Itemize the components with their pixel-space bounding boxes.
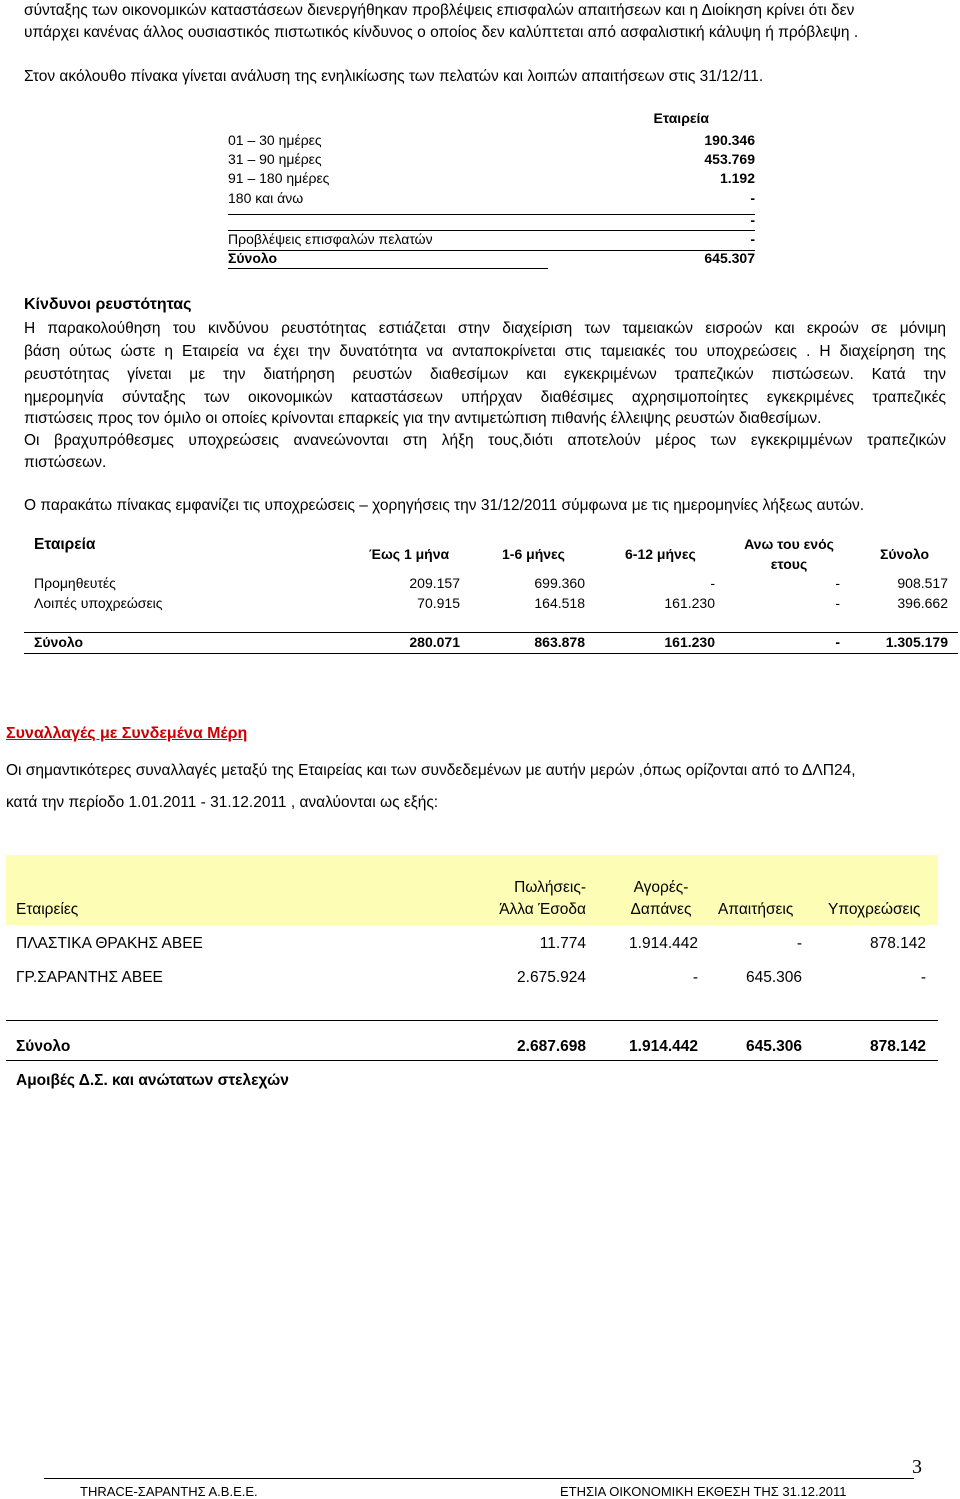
intro-line-1: σύνταξης των οικονομικών καταστάσεων διενεργήθηκαν προβλέψεις επισφαλών απαιτήσεων και η Διοίκηση κρίνει ότι δεν <box>24 2 855 19</box>
col-header: Αγορές- <box>633 879 689 896</box>
related-para-line-1: Οι σημαντικότερες συναλλαγές μεταξύ της Εταιρείας και των συνδεδεμένων με αυτήν μερών ,όπως ορίζονται από το ΔΛΠ24, <box>6 762 856 779</box>
table-row: - <box>750 212 755 228</box>
col-header: 6-12 μήνες <box>625 546 696 562</box>
aging-total-row: Σύνολο 645.307 <box>228 250 755 266</box>
col-header: Απαιτήσεις <box>718 901 794 918</box>
col-header: Σύνολο <box>880 546 930 562</box>
related-parties-table: Εταιρείες Πωλήσεις- Άλλα Έσοδα Αγορές- Δαπάνες Απαιτήσεις Υποχρεώσεις ΠΛΑΣΤΙΚΑ ΘΡΑΚΗΣ ΑΒΕΕ 11.774 1.914.442 - 878.142 ΓΡ.ΣΑΡΑΝΤΗΣ ΑΒΕΕ 2.675.924 - 645.306 - Σύνολο 2.687.698 1.914.442 645.306 878.142 Αμοιβές Δ.Σ. και ανώτατων στελεχών <box>6 855 938 1095</box>
col-header: Πωλήσεις- <box>514 879 586 896</box>
table-row: 91 – 180 ημέρες 1.192 <box>228 170 755 186</box>
footer-right: ΕΤΗΣΙΑ ΟΙΚΟΝΟΜΙΚΗ ΕΚΘΕΣΗ ΤΗΣ 31.12.2011 <box>560 1484 847 1499</box>
related-heading: Συναλλαγές με Συνδεμένα Μέρη <box>6 725 248 742</box>
intro-line-3: Στον ακόλουθο πίνακα γίνεται ανάλυση της ενηλικίωσης των πελατών και λοιπών απαιτήσεων στις 31/12/11. <box>24 68 764 85</box>
table-row: 01 – 30 ημέρες 190.346 <box>228 132 755 148</box>
intro-line-2: υπάρχει κανένας άλλος ουσιαστικός πιστωτικός κίνδυνος ο οποίος δεν καλύπτεται από ασφαλιστική κάλυψη ή πρόβλεψη . <box>24 24 859 41</box>
liquidity-para-line-6: Οι βραχυπρόθεσμες υποχρεώσεις ανανεώνονται στη λήξη τους,διότι αποτελούν μέρος των εγκεκριμμένων τραπεζικών <box>24 432 946 449</box>
table-header-band <box>6 855 938 925</box>
liquidity-para-line-4: ημερομηνία σύνταξης των οικονομικών καταστάσεων υπήρχαν διαθέσιμες αχρησιμοποίητες εγκεκριμένες τραπεζικές <box>24 389 946 406</box>
col-header: Έως 1 μήνα <box>369 546 450 562</box>
table-row: 180 και άνω - <box>228 190 755 206</box>
col-header: 1-6 μήνες <box>502 546 565 562</box>
related-para-line-2: κατά την περίοδο 1.01.2011 - 31.12.2011 , αναλύονται ως εξής: <box>6 794 439 811</box>
remuneration-heading: Αμοιβές Δ.Σ. και ανώτατων στελεχών <box>16 1072 289 1089</box>
page-number: 3 <box>912 1456 922 1478</box>
liquidity-para-line-5: πιστώσεις προς τον όμιλο οι οποίες κρίνονται επαρκείς για την αντιμετώπιση πιθανής έλλειψης ρευστών διαθεσίμων. <box>24 410 822 427</box>
col-header: Ανω του ενός <box>744 536 834 552</box>
liquidity-para-line-1: Η παρακολούθηση του κινδύνου ρευστότητας εστιάζεται στην διαχείριση των ταμειακών εισροών και εκροών σε μόνιμη <box>24 320 946 337</box>
liquidity-para-line-7: πιστώσεων. <box>24 454 107 471</box>
divider <box>24 632 958 633</box>
divider <box>24 653 958 654</box>
col-header: ετους <box>770 556 808 572</box>
divider <box>6 1060 938 1061</box>
footer-rule <box>44 1478 914 1479</box>
footer-left: THRACE-ΣΑΡΑΝΤΗΣ Α.Β.Ε.Ε. <box>80 1484 258 1499</box>
divider <box>228 268 548 269</box>
aging-header: Εταιρεία <box>653 110 709 126</box>
col-header: Εταιρείες <box>16 901 79 918</box>
maturity-table-title: Εταιρεία <box>34 536 96 553</box>
table-row: 31 – 90 ημέρες 453.769 <box>228 151 755 167</box>
liquidity-table-intro: Ο παρακάτω πίνακας εμφανίζει τις υποχρεώσεις – χορηγήσεις την 31/12/2011 σύμφωνα με τις ημερομηνίες λήξεως αυτών. <box>24 497 865 514</box>
liquidity-para-line-3: ρευστότητας γίνεται με την διατήρηση ρευστών διαθεσίμων και εγκεκριμένων τραπεζικών πιστώσεων. Κατά την <box>24 366 946 383</box>
col-header: Υποχρεώσεις <box>828 901 921 918</box>
liquidity-para-line-2: βάση ούτως ώστε η Εταιρεία να έχει την δυνατότητα να ανταποκρίνεται στις ταμειακές του υποχρεώσεις . Η διαχείρηση της <box>24 343 946 360</box>
liquidity-heading: Κίνδυνοι ρευστότητας <box>24 296 192 313</box>
col-header: Άλλα Έσοδα <box>499 901 586 918</box>
col-header: Δαπάνες <box>630 901 692 918</box>
table-row: Προβλέψεις επισφαλών πελατών - <box>228 231 755 247</box>
aging-table <box>228 108 755 268</box>
divider <box>6 1020 938 1021</box>
maturity-table: Εταιρεία Έως 1 μήνα 1-6 μήνες 6-12 μήνες Ανω του ενός ετους Σύνολο Προμηθευτές 209.157 699.360 - - 908.517 Λοιπές υποχρεώσεις 70.915 164.518 161.230 - 396.662 Σύνολο 280.071 863.878 161.230 - 1.305.179 <box>24 530 958 660</box>
